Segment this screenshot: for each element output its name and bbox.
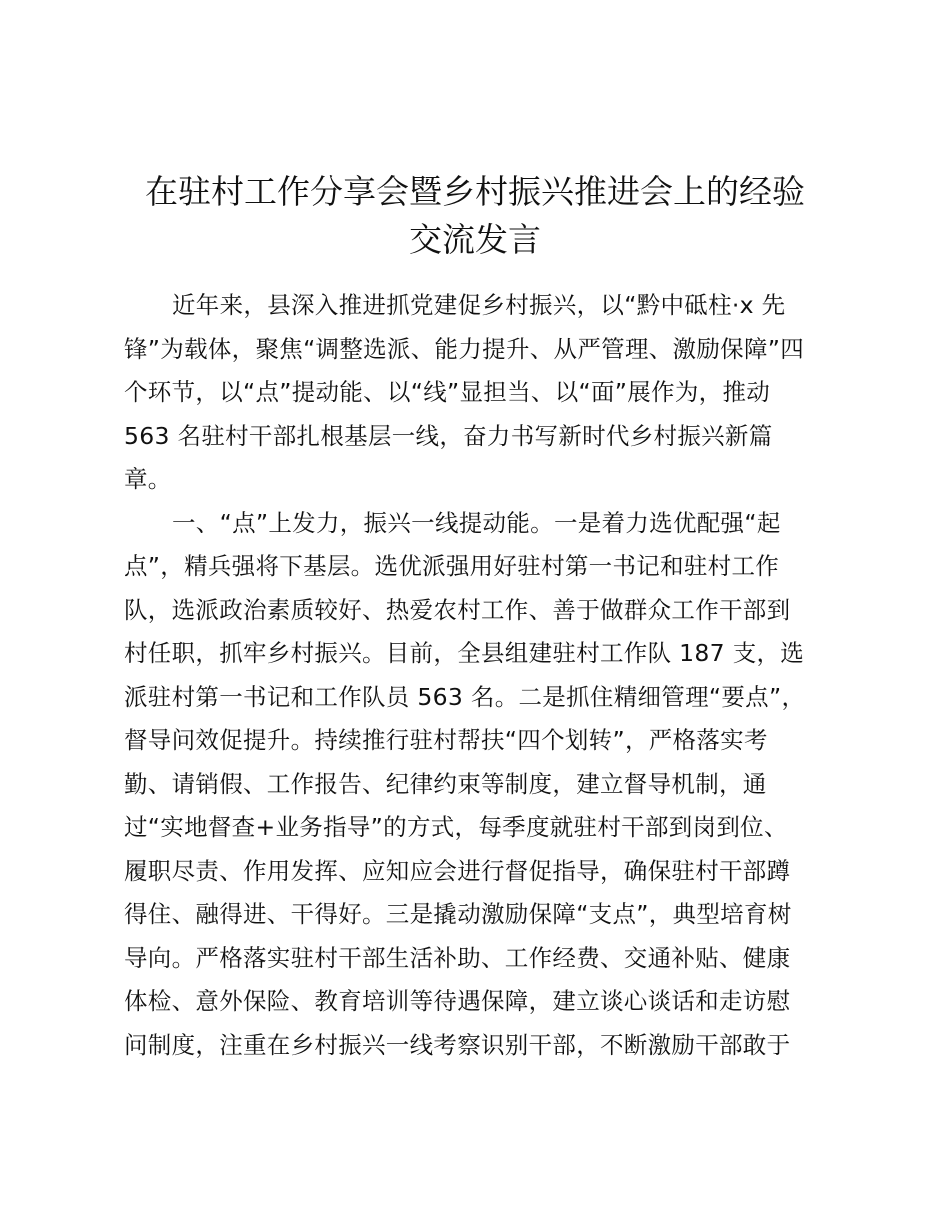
title-line-2: 交流发言 [409, 220, 541, 259]
text-line: 派驻村第一书记和工作队员 563 名。二是抓住精细管理“要点”， [124, 682, 806, 711]
text-line: 得住、融得进、干得好。三是撬动激励保障“支点”，典型培育树 [124, 900, 792, 928]
document-title [120, 168, 830, 264]
text-line: 章。 [124, 465, 172, 493]
text-line: 锋”为载体，聚焦“调整选派、能力提升、从严管理、激励保障”四 [124, 334, 805, 363]
text-line: 勤、请销假、工作报告、纪律约束等制度，建立督导机制，通 [124, 769, 767, 798]
text-line: 督导问效促提升。持续推行驻村帮扶“四个划转”，严格落实考 [124, 726, 768, 754]
text-line: 个环节，以“点”提动能、以“线”显担当、以“面”展作为，推动 [124, 378, 771, 406]
text-line: 履职尽责、作用发挥、应知应会进行督促指导，确保驻村干部蹲 [124, 856, 791, 885]
text-line: 队，选派政治素质较好、热爱农村工作、善于做群众工作干部到 [124, 595, 791, 624]
document-body [124, 284, 834, 1067]
paragraph-intro [124, 284, 834, 502]
text-line: 一、“点”上发力，振兴一线提动能。一是着力选优配强“起 [172, 508, 781, 537]
text-line: 563 名驻村干部扎根基层一线，奋力书写新时代乡村振兴新篇 [124, 421, 773, 450]
text-line: 体检、意外保险、教育培训等待遇保障，建立谈心谈话和走访慰 [124, 987, 791, 1015]
text-line: 村任职，抓牢乡村振兴。目前，全县组建驻村工作队 187 支，选 [124, 639, 805, 667]
title-line-1: 在驻村工作分享会暨乡村振兴推进会上的经验 [145, 172, 805, 211]
text-line: 问制度，注重在乡村振兴一线考察识别干部，不断激励干部敢于 [124, 1030, 791, 1059]
paragraph-section-one [124, 502, 834, 1068]
text-line: 过“实地督查+业务指导”的方式，每季度就驻村干部到岗到位、 [124, 813, 788, 841]
text-line: 导向。严格落实驻村干部生活补助、工作经费、交通补贴、健康 [124, 943, 791, 972]
text-line: 点”，精兵强将下基层。选优派强用好驻村第一书记和驻村工作 [124, 552, 780, 580]
text-line: 近年来，县深入推进抓党建促乡村振兴，以“黔中砥柱·x 先 [172, 291, 786, 319]
